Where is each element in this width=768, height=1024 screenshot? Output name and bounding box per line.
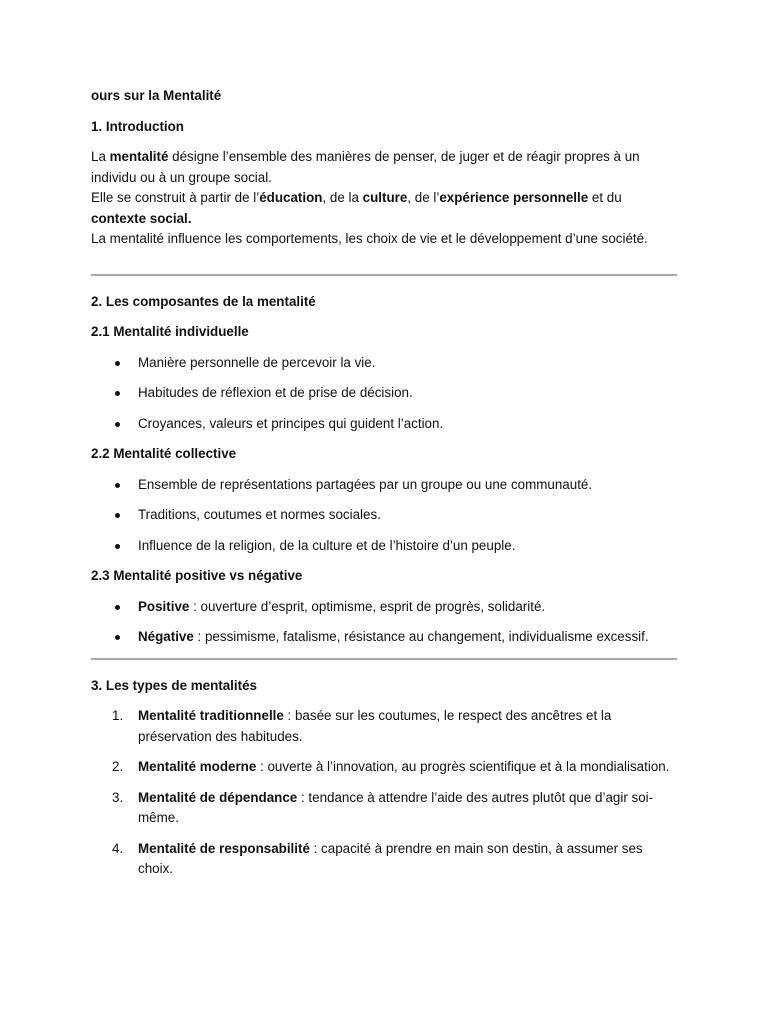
list-item bbox=[91, 536, 677, 557]
bold-term: expérience personnelle bbox=[439, 190, 589, 205]
bullet-list-collective bbox=[91, 475, 677, 557]
bold-term: Négative bbox=[138, 629, 194, 644]
bold-term: Mentalité traditionnelle bbox=[138, 708, 284, 723]
section-2-3-heading: 2.3 Mentalité positive vs négative bbox=[91, 568, 303, 583]
section-2-2-heading: 2.2 Mentalité collective bbox=[91, 446, 237, 461]
intro-paragraph-1 bbox=[91, 147, 677, 188]
document-page bbox=[91, 86, 677, 890]
intro-paragraph-3: La mentalité influence les comportements, les choix de vie et le développement d’une société. bbox=[91, 231, 648, 246]
list-item bbox=[91, 757, 677, 778]
text-run: , de l’ bbox=[407, 190, 440, 205]
list-item-text: : tendance à attendre l’aide des autres plutôt que d’agir soi-même. bbox=[138, 789, 654, 825]
list-item-text: : ouverture d’esprit, optimisme, esprit de progrès, solidarité. bbox=[189, 598, 546, 614]
bold-term: Mentalité de responsabilité bbox=[138, 840, 310, 856]
bullet-list-individuelle bbox=[91, 353, 677, 435]
section-2-1-heading: 2.1 Mentalité individuelle bbox=[91, 324, 249, 339]
list-item-text: Influence de la religion, de la culture et de l’histoire d’un peuple. bbox=[138, 537, 516, 553]
list-item-text: Traditions, coutumes et normes sociales. bbox=[138, 507, 381, 522]
text-run: La bbox=[91, 149, 110, 164]
list-item bbox=[91, 383, 677, 404]
list-number: 4. bbox=[112, 840, 124, 856]
list-item bbox=[91, 627, 677, 648]
introduction-text bbox=[91, 147, 677, 250]
list-item bbox=[91, 597, 677, 618]
list-item bbox=[91, 839, 677, 880]
list-item-text: : capacité à prendre en main son destin, à assumer ses choix. bbox=[138, 840, 643, 876]
text-run: désigne l’ensemble des manières de penser, de juger et de réagir propres à un individu ou à un groupe social. bbox=[91, 149, 640, 185]
text-run: et du bbox=[588, 190, 622, 205]
bold-term: culture bbox=[362, 190, 408, 205]
bold-term: mentalité bbox=[109, 149, 169, 164]
bullet-icon bbox=[115, 635, 120, 640]
list-item bbox=[91, 706, 677, 747]
bullet-icon bbox=[115, 361, 120, 366]
horizontal-divider bbox=[91, 274, 677, 276]
bullet-list-positive-negative bbox=[91, 597, 677, 648]
list-item-text: : pessimisme, fatalisme, résistance au changement, individualisme excessif. bbox=[193, 629, 649, 644]
list-number: 3. bbox=[112, 789, 124, 805]
numbered-list-types bbox=[91, 706, 677, 880]
list-item-text: Ensemble de représentations partagées par un groupe ou une communauté. bbox=[138, 476, 593, 492]
list-item bbox=[91, 414, 677, 435]
document-title: ours sur la Mentalité bbox=[91, 88, 222, 103]
bold-term: contexte social bbox=[91, 210, 188, 226]
bold-term: éducation bbox=[259, 190, 323, 205]
list-number: 1. bbox=[112, 708, 124, 723]
bullet-icon bbox=[115, 483, 120, 488]
bold-term: Positive bbox=[138, 598, 190, 614]
list-item bbox=[91, 788, 677, 829]
section-3-heading: 3. Les types de mentalités bbox=[91, 677, 257, 693]
list-number: 2. bbox=[112, 759, 124, 774]
bold-term: . bbox=[187, 210, 192, 226]
bold-term: Mentalité moderne bbox=[138, 759, 257, 774]
text-run: , de la bbox=[322, 190, 363, 205]
horizontal-divider bbox=[91, 658, 677, 660]
bullet-icon bbox=[115, 605, 120, 610]
section-1-heading: 1. Introduction bbox=[91, 118, 184, 134]
list-item-text: Manière personnelle de percevoir la vie. bbox=[138, 354, 376, 370]
section-2-heading: 2. Les composantes de la mentalité bbox=[91, 293, 316, 309]
list-item bbox=[91, 353, 677, 374]
list-item bbox=[91, 505, 677, 526]
list-item-text: : basée sur les coutumes, le respect des ancêtres et la préservation des habitudes. bbox=[138, 708, 612, 744]
bullet-icon bbox=[115, 391, 120, 396]
list-item-text: : ouverte à l’innovation, au progrès scientifique et à la mondialisation. bbox=[256, 759, 670, 774]
intro-paragraph-2 bbox=[91, 188, 677, 229]
text-run: Elle se construit à partir de l’ bbox=[91, 190, 260, 205]
list-item bbox=[91, 475, 677, 496]
bullet-icon bbox=[115, 513, 120, 518]
bullet-icon bbox=[115, 422, 120, 427]
list-item-text: Croyances, valeurs et principes qui guident l’action. bbox=[138, 415, 444, 431]
bold-term: Mentalité de dépendance bbox=[138, 789, 298, 805]
bullet-icon bbox=[115, 544, 120, 549]
list-item-text: Habitudes de réflexion et de prise de décision. bbox=[138, 385, 413, 400]
